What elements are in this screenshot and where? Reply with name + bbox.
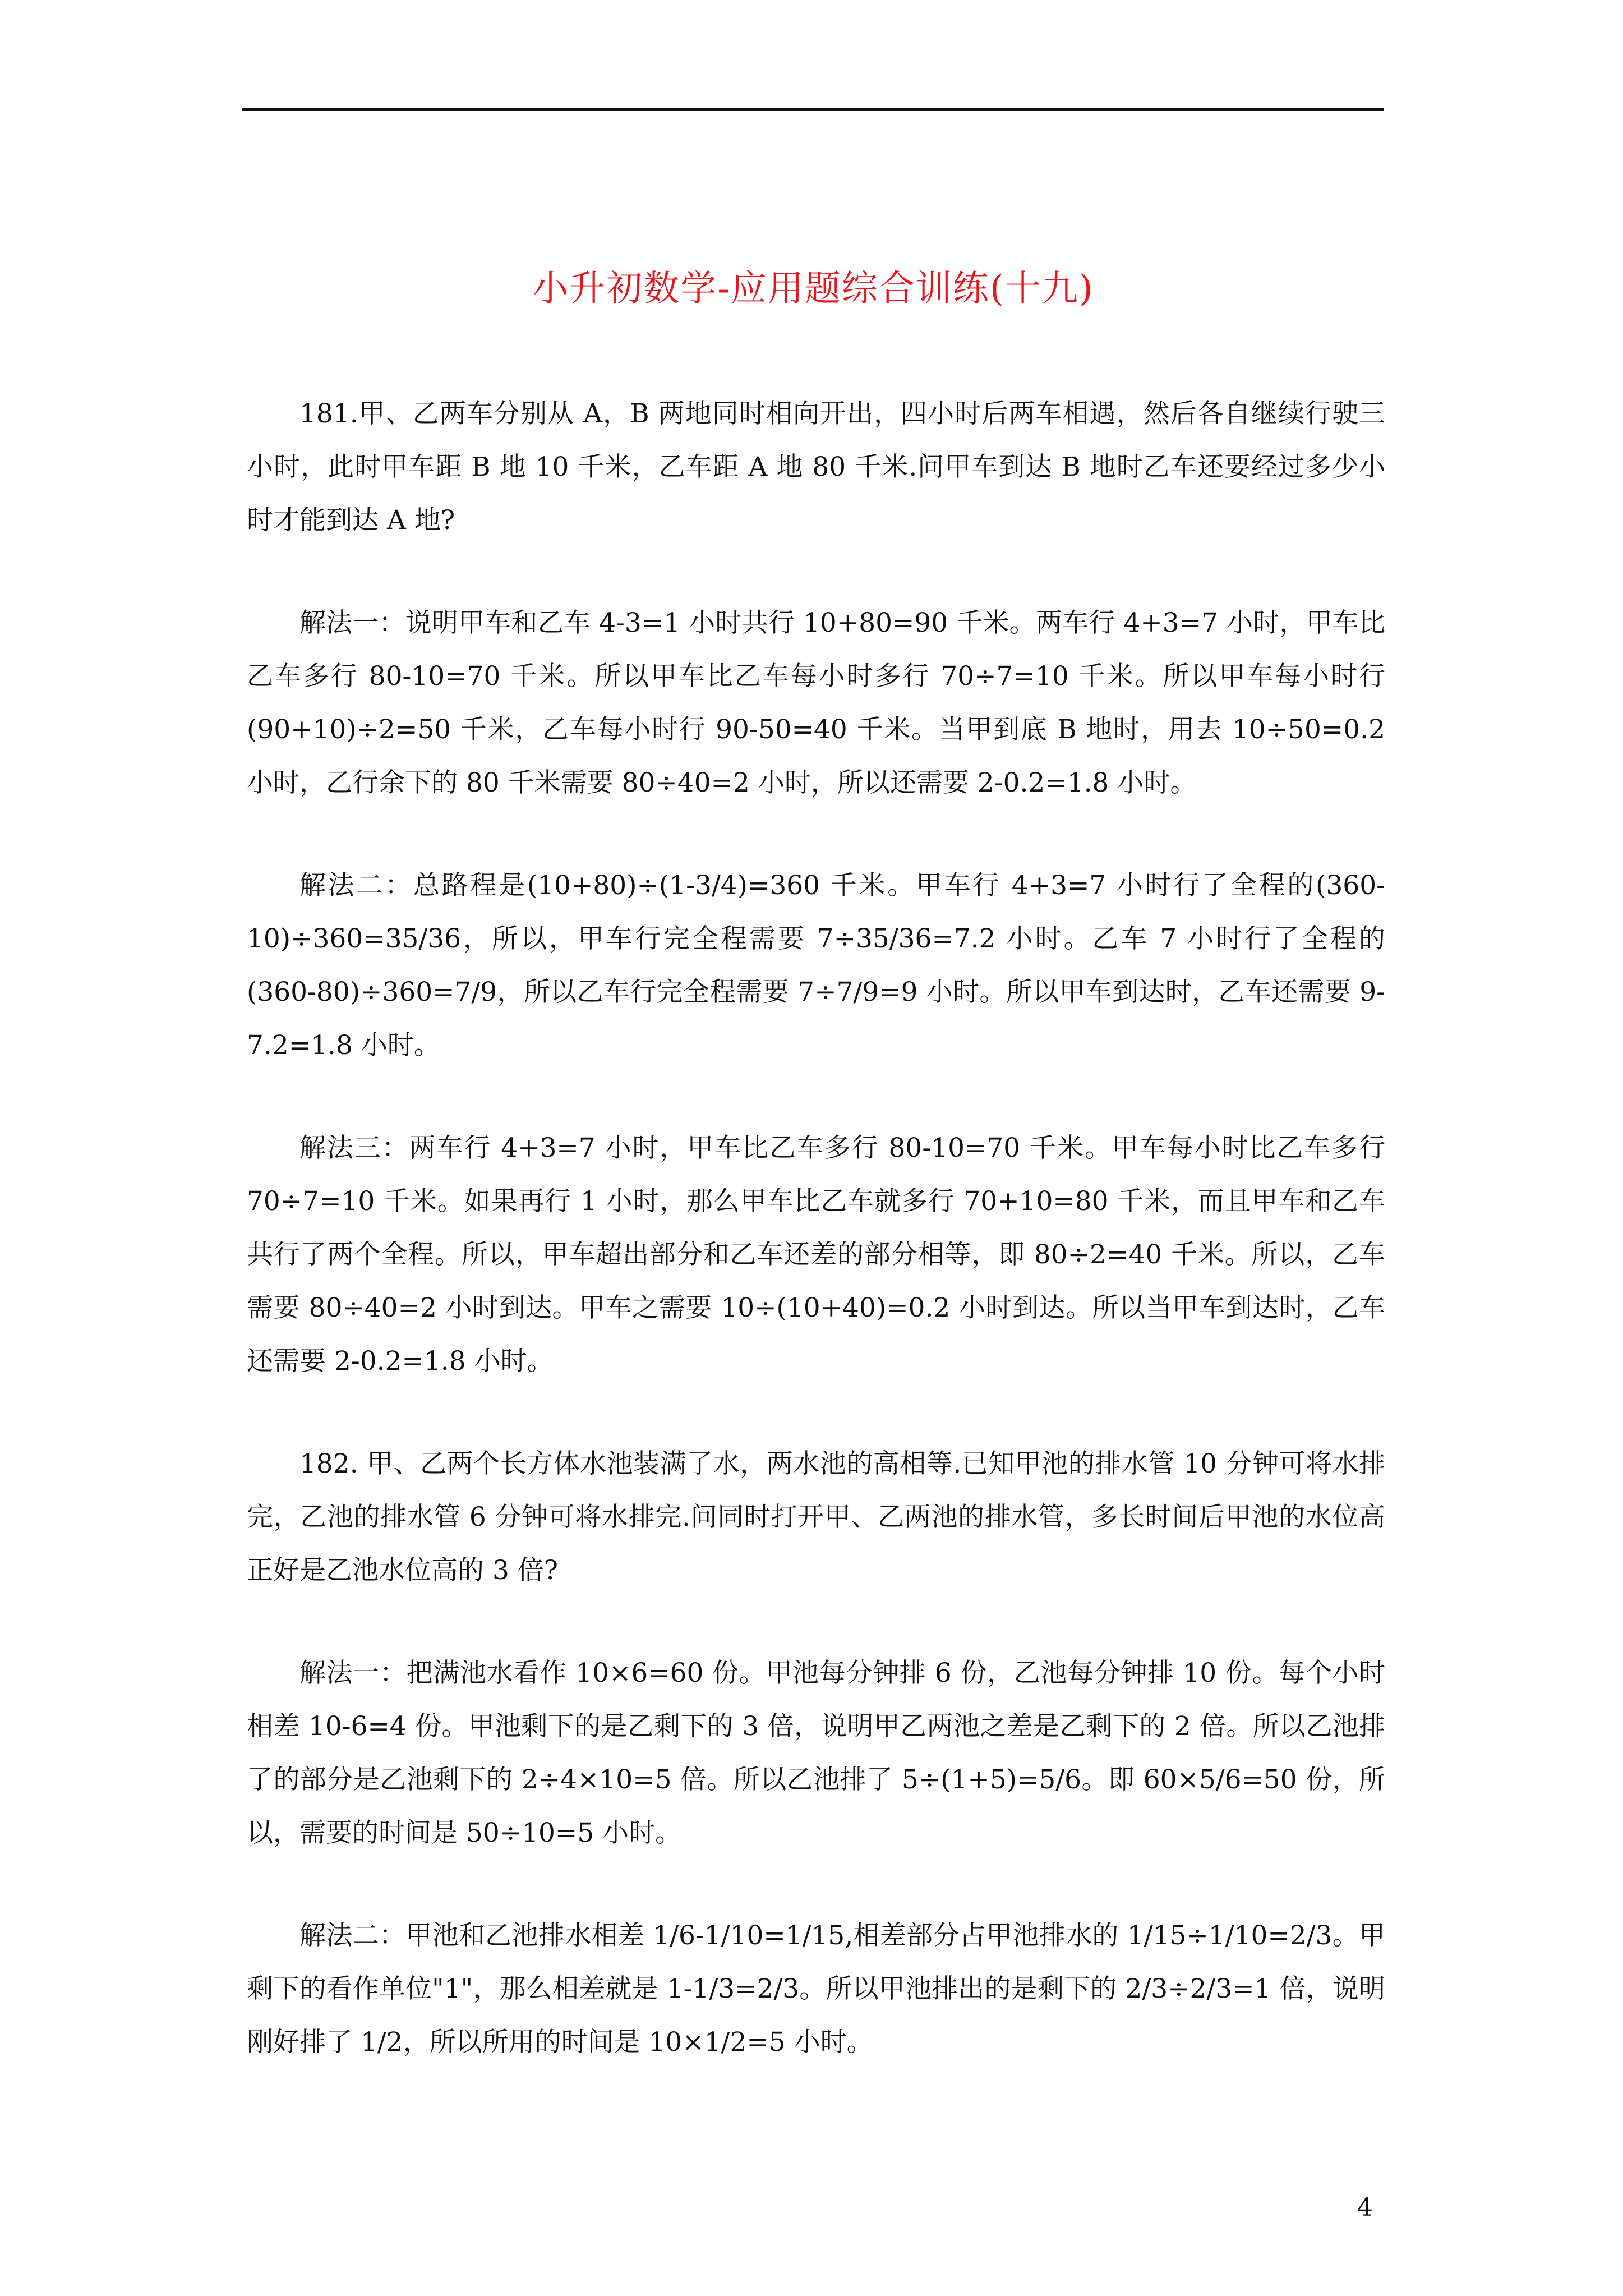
problem-181-solution-1: 解法一：说明甲车和乙车 4-3=1 小时共行 10+80=90 千米。两车行 4+3=7 小时，甲车比乙车多行 80-10=70 千米。所以甲车比乙车每小时多行 70÷7=10 千米。所以甲车每小时行(90+10)÷2=50 千米，乙车每小时行 90-50=40 千米。当甲到底 B 地时，用去 10÷50=0.2 小时，乙行余下的 80 千米需要 80÷40=2 小时，所以还需要 2-0.2=1.8 小时。 <box>247 608 1385 798</box>
problem-182: 182. 甲、乙两个长方体水池装满了水，两水池的高相等.已知甲池的排水管 10 分钟可将水排完，乙池的排水管 6 分钟可将水排完.问同时打开甲、乙两池的排水管，多长时间后甲池的水位高正好是乙池水位高的 3 倍? <box>247 1448 1385 1586</box>
problem-182-solution-1: 解法一：把满池水看作 10×6=60 份。甲池每分钟排 6 份，乙池每分钟排 10 份。每个小时相差 10-6=4 份。甲池剩下的是乙剩下的 3 倍，说明甲乙两池之差是乙剩下的 2 倍。所以乙池排了的部分是乙池剩下的 2÷4×10=5 倍。所以乙池排了 5÷(1+5)=5/6。即 60×5/6=50 份，所以，需要的时间是 50÷10=5 小时。 <box>247 1658 1385 1848</box>
header-rule <box>242 108 1384 111</box>
problem-181-solution-3: 解法三：两车行 4+3=7 小时，甲车比乙车多行 80-10=70 千米。甲车每小时比乙车多行 70÷7=10 千米。如果再行 1 小时，那么甲车比乙车就多行 70+10=80 千米，而且甲车和乙车共行了两个全程。所以，甲车超出部分和乙车还差的部分相等，即 80÷2=40 千米。所以，乙车需要 80÷40=2 小时到达。甲车之需要 10÷(10+40)=0.2 小时到达。所以当甲车到达时，乙车还需要 2-0.2=1.8 小时。 <box>247 1133 1385 1377</box>
problem-182-solution-2: 解法二：甲池和乙池排水相差 1/6-1/10=1/15,相差部分占甲池排水的 1/15÷1/10=2/3。甲剩下的看作单位"1"，那么相差就是 1-1/3=2/3。所以甲池排出的是剩下的 2/3÷2/3=1 倍，说明刚好排了 1/2，所以所用的时间是 10×1/2=5 小时。 <box>247 1920 1385 2058</box>
document-body <box>247 387 1385 2069</box>
problem-181-solution-2: 解法二：总路程是(10+80)÷(1-3/4)=360 千米。甲车行 4+3=7 小时行了全程的(360-10)÷360=35/36，所以，甲车行完全程需要 7÷35/36=7.2 小时。乙车 7 小时行了全程的(360-80)÷360=7/9，所以乙车行完全程需要 7÷7/9=9 小时。所以甲车到达时，乙车还需要 9-7.2=1.8 小时。 <box>247 870 1385 1061</box>
document-title: 小升初数学-应用题综合训练(十九) <box>532 268 1094 310</box>
problem-181: 181.甲、乙两车分别从 A，B 两地同时相向开出，四小时后两车相遇，然后各自继续行驶三小时，此时甲车距 B 地 10 千米，乙车距 A 地 80 千米.问甲车到达 B 地时乙车还要经过多少小时才能到达 A 地? <box>247 398 1385 536</box>
page-number: 4 <box>1357 2193 1373 2222</box>
